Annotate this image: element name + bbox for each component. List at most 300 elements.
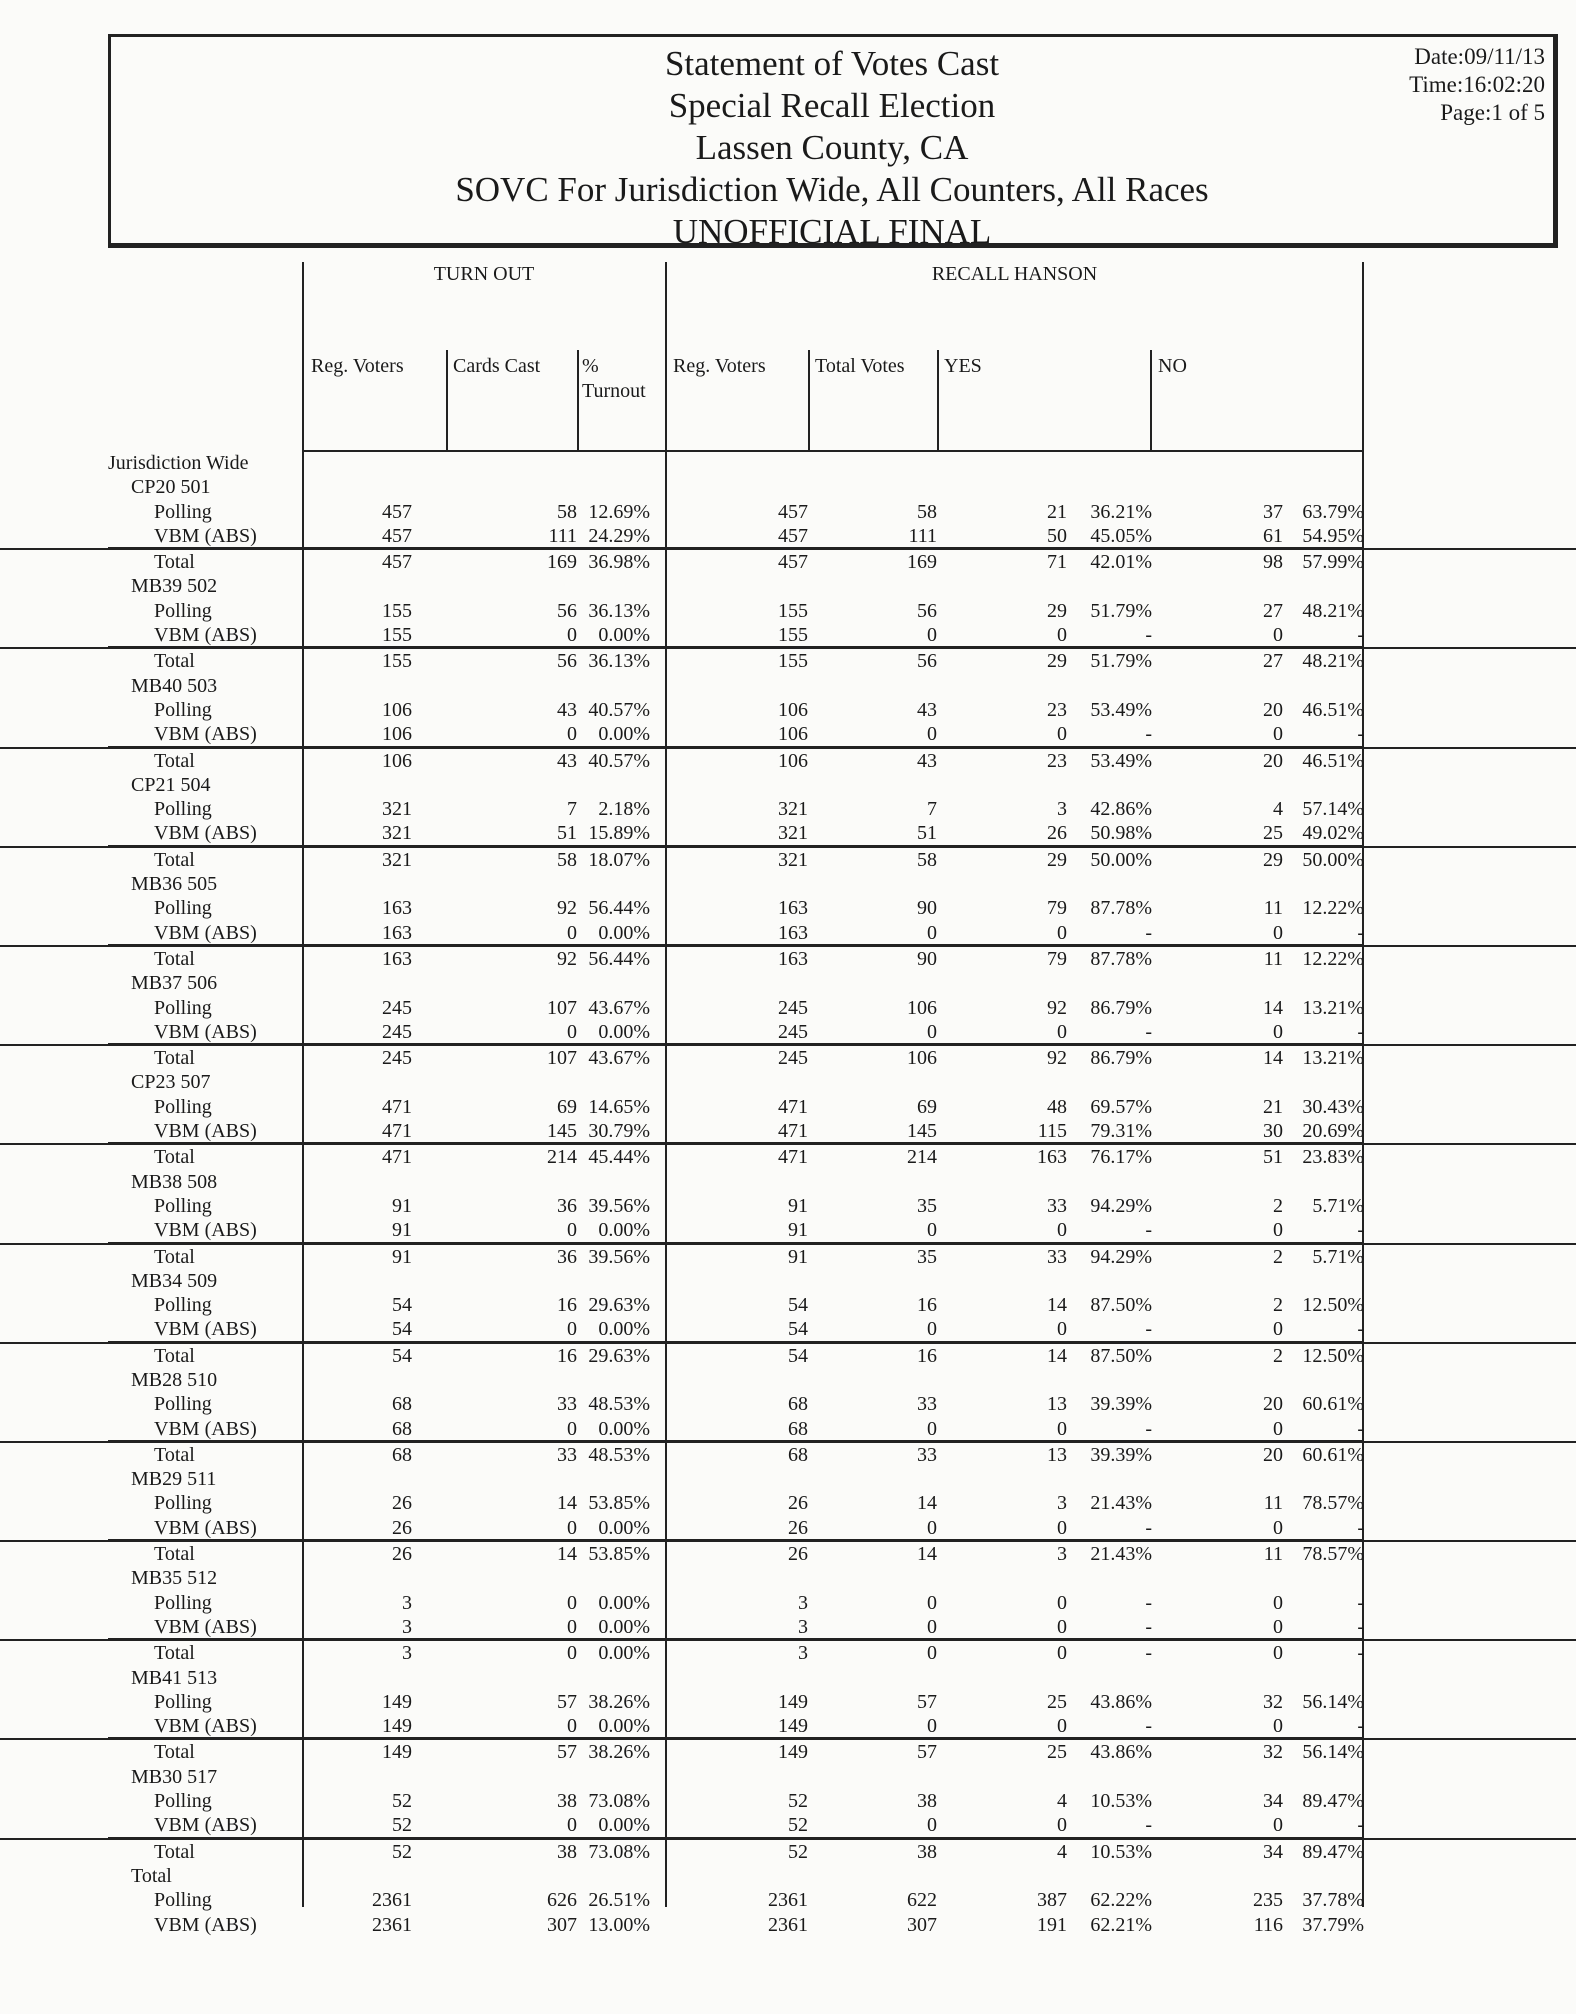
- table-cell: 18.07%: [588, 848, 650, 871]
- table-cell: 57.99%: [1302, 551, 1364, 574]
- table-cell: 68: [788, 1417, 808, 1440]
- table-cell: 43: [557, 749, 577, 772]
- table-cell: 51.79%: [1090, 599, 1152, 622]
- table-cell: 27: [1263, 650, 1283, 673]
- total-row: [0, 1342, 1576, 1368]
- table-cell: 13.00%: [588, 1913, 650, 1936]
- table-cell: 56.44%: [588, 947, 650, 970]
- table-cell: 0.00%: [598, 1020, 650, 1043]
- table-row: [0, 698, 1576, 722]
- table-cell: 2361: [768, 1889, 808, 1912]
- table-cell: 111: [908, 524, 937, 547]
- row-label: VBM (ABS): [154, 921, 257, 944]
- table-cell: 20: [1263, 749, 1283, 772]
- table-cell: 57: [917, 1741, 937, 1764]
- row-label: VBM (ABS): [154, 723, 257, 746]
- report-header: [108, 34, 1558, 251]
- table-cell: 106: [382, 698, 412, 721]
- table-cell: 10.53%: [1090, 1790, 1152, 1813]
- table-cell: 0: [1273, 1814, 1283, 1837]
- table-cell: 52: [392, 1814, 412, 1837]
- row-label: VBM (ABS): [154, 822, 257, 845]
- table-cell: 54: [392, 1294, 412, 1317]
- table-cell: 0: [1273, 1642, 1283, 1665]
- table-cell: 45.05%: [1090, 524, 1152, 547]
- row-label: Total: [154, 1443, 195, 1466]
- table-cell: 0: [1057, 1219, 1067, 1242]
- table-cell: 56: [557, 599, 577, 622]
- table-cell: 0: [1057, 1516, 1067, 1539]
- table-cell: 0: [567, 1591, 577, 1614]
- table-cell: 21: [1047, 500, 1067, 523]
- row-label: MB38 508: [131, 1170, 218, 1193]
- table-cell: 43: [557, 698, 577, 721]
- table-cell: 39.39%: [1090, 1443, 1152, 1466]
- table-cell: -: [1357, 1591, 1364, 1614]
- table-row: [0, 1714, 1576, 1738]
- table-cell: -: [1145, 1814, 1152, 1837]
- table-cell: 387: [1037, 1889, 1067, 1912]
- table-cell: 155: [778, 624, 808, 647]
- row-label: Jurisdiction Wide: [108, 452, 249, 474]
- table-cell: -: [1357, 1020, 1364, 1043]
- row-label: Total: [154, 1245, 195, 1268]
- table-cell: 0: [927, 1516, 937, 1539]
- table-cell: 29: [1263, 848, 1283, 871]
- table-cell: 38.26%: [588, 1741, 650, 1764]
- table-cell: 457: [778, 551, 808, 574]
- table-cell: 0.00%: [598, 1591, 650, 1614]
- table-row: [0, 500, 1576, 524]
- table-cell: 0: [927, 1615, 937, 1638]
- row-label: Polling: [154, 1690, 212, 1713]
- table-cell: 58: [917, 500, 937, 523]
- table-cell: 62.22%: [1090, 1889, 1152, 1912]
- table-cell: 106: [382, 723, 412, 746]
- row-label: VBM (ABS): [154, 1120, 257, 1143]
- table-cell: -: [1357, 1615, 1364, 1638]
- table-cell: 7: [567, 798, 577, 821]
- table-cell: 14: [557, 1543, 577, 1566]
- results-table: [0, 451, 1576, 1937]
- precinct-heading: [0, 1170, 1576, 1194]
- table-cell: 155: [382, 650, 412, 673]
- report-date: Date:09/11/13: [1414, 44, 1545, 69]
- table-cell: 155: [778, 650, 808, 673]
- table-cell: 91: [788, 1245, 808, 1268]
- row-label: Total: [154, 1543, 195, 1566]
- table-cell: 79: [1047, 947, 1067, 970]
- row-label: MB40 503: [131, 674, 218, 697]
- table-cell: 245: [382, 1047, 412, 1070]
- table-cell: 68: [392, 1417, 412, 1440]
- table-cell: 42.86%: [1090, 798, 1152, 821]
- table-cell: 245: [382, 1020, 412, 1043]
- table-cell: 321: [382, 848, 412, 871]
- row-label: MB29 511: [131, 1468, 217, 1491]
- total-row: [0, 747, 1576, 773]
- table-cell: 163: [382, 897, 412, 920]
- table-cell: 69: [917, 1095, 937, 1118]
- total-row: [0, 1738, 1576, 1764]
- table-cell: 73.08%: [588, 1790, 650, 1813]
- table-cell: 43.67%: [588, 1047, 650, 1070]
- table-cell: -: [1357, 1814, 1364, 1837]
- table-cell: 0.00%: [598, 1417, 650, 1440]
- table-cell: 107: [547, 996, 577, 1019]
- table-cell: 50.98%: [1090, 822, 1152, 845]
- col-no: NO: [1158, 355, 1187, 377]
- precinct-heading: [0, 674, 1576, 698]
- row-label: Total: [154, 1642, 195, 1665]
- precinct-heading: [0, 971, 1576, 995]
- row-label: Polling: [154, 1294, 212, 1317]
- table-cell: 51: [1263, 1146, 1283, 1169]
- table-cell: -: [1145, 921, 1152, 944]
- table-cell: 0: [567, 921, 577, 944]
- table-cell: 307: [547, 1913, 577, 1936]
- table-cell: 54: [392, 1344, 412, 1367]
- table-cell: 92: [1047, 996, 1067, 1019]
- col-pct-symbol: %: [582, 355, 599, 377]
- table-cell: 0: [927, 1417, 937, 1440]
- table-cell: 2361: [768, 1913, 808, 1936]
- row-label: Total: [154, 749, 195, 772]
- table-cell: 56: [917, 599, 937, 622]
- table-cell: 51: [557, 822, 577, 845]
- table-row: [0, 722, 1576, 746]
- table-cell: 40.57%: [588, 698, 650, 721]
- table-cell: 26: [392, 1543, 412, 1566]
- table-cell: 50.00%: [1090, 848, 1152, 871]
- table-row: [0, 1690, 1576, 1714]
- table-cell: 33: [1047, 1245, 1067, 1268]
- table-cell: 62.21%: [1090, 1913, 1152, 1936]
- table-cell: 163: [1037, 1146, 1067, 1169]
- table-cell: 23.83%: [1302, 1146, 1364, 1169]
- table-cell: 235: [1253, 1889, 1283, 1912]
- table-cell: 43.86%: [1090, 1690, 1152, 1713]
- table-cell: 245: [778, 996, 808, 1019]
- table-cell: 106: [778, 698, 808, 721]
- table-cell: 626: [547, 1889, 577, 1912]
- table-cell: 58: [557, 500, 577, 523]
- table-cell: 13: [1047, 1393, 1067, 1416]
- table-cell: 149: [382, 1715, 412, 1738]
- table-cell: 3: [402, 1591, 412, 1614]
- table-cell: 58: [917, 848, 937, 871]
- row-label: MB28 510: [131, 1368, 218, 1391]
- table-cell: 10.53%: [1090, 1840, 1152, 1863]
- table-cell: 0: [567, 1219, 577, 1242]
- row-label: Total: [154, 551, 195, 574]
- table-cell: 37.79%: [1302, 1913, 1364, 1936]
- table-cell: 0.00%: [598, 1615, 650, 1638]
- table-cell: 0: [1273, 1318, 1283, 1341]
- col-yes: YES: [944, 355, 982, 377]
- table-cell: 0: [1273, 1219, 1283, 1242]
- table-cell: 0.00%: [598, 921, 650, 944]
- table-cell: 29: [1047, 599, 1067, 622]
- table-cell: 0.00%: [598, 1814, 650, 1837]
- table-cell: 14: [917, 1492, 937, 1515]
- table-cell: 33: [1047, 1194, 1067, 1217]
- table-cell: -: [1357, 1417, 1364, 1440]
- row-label: Total: [154, 947, 195, 970]
- table-cell: 36.13%: [588, 599, 650, 622]
- row-label: Polling: [154, 798, 212, 821]
- table-cell: 0: [1057, 1318, 1067, 1341]
- table-cell: 3: [402, 1615, 412, 1638]
- table-cell: 32: [1263, 1741, 1283, 1764]
- table-cell: -: [1357, 921, 1364, 944]
- table-cell: 2: [1273, 1245, 1283, 1268]
- table-cell: 90: [917, 947, 937, 970]
- table-cell: 14: [917, 1543, 937, 1566]
- table-cell: 30.43%: [1302, 1095, 1364, 1118]
- table-cell: 0: [1273, 723, 1283, 746]
- table-cell: 26: [392, 1516, 412, 1539]
- table-cell: 214: [547, 1146, 577, 1169]
- table-cell: 26.51%: [588, 1889, 650, 1912]
- table-cell: 163: [382, 921, 412, 944]
- total-row: [0, 1540, 1576, 1566]
- header-divider: [937, 350, 939, 450]
- table-row: [0, 896, 1576, 920]
- table-cell: 91: [392, 1219, 412, 1242]
- row-label: Total: [154, 1344, 195, 1367]
- table-cell: 149: [778, 1715, 808, 1738]
- table-cell: 145: [547, 1120, 577, 1143]
- table-cell: 34: [1263, 1840, 1283, 1863]
- table-cell: 457: [382, 500, 412, 523]
- table-cell: 471: [778, 1120, 808, 1143]
- table-cell: 71: [1047, 551, 1067, 574]
- table-cell: 0: [1057, 1417, 1067, 1440]
- table-cell: 14: [1047, 1294, 1067, 1317]
- table-cell: -: [1357, 1715, 1364, 1738]
- table-cell: 0.00%: [598, 1715, 650, 1738]
- table-cell: 33: [557, 1443, 577, 1466]
- col-total-votes: Total Votes: [815, 355, 905, 377]
- table-cell: 471: [382, 1146, 412, 1169]
- row-label: Total: [131, 1864, 172, 1887]
- table-cell: 0: [1057, 1814, 1067, 1837]
- table-cell: 457: [778, 524, 808, 547]
- table-cell: 5.71%: [1312, 1194, 1364, 1217]
- table-cell: 16: [917, 1344, 937, 1367]
- table-cell: 245: [778, 1047, 808, 1070]
- table-cell: 69: [557, 1095, 577, 1118]
- table-cell: 21: [1263, 1095, 1283, 1118]
- table-cell: 33: [917, 1443, 937, 1466]
- row-label: Polling: [154, 599, 212, 622]
- row-label: Polling: [154, 698, 212, 721]
- total-row: [0, 1143, 1576, 1169]
- table-cell: 39.56%: [588, 1194, 650, 1217]
- title-line: Lassen County, CA: [695, 128, 969, 167]
- table-cell: 2: [1273, 1344, 1283, 1367]
- table-cell: 321: [778, 798, 808, 821]
- table-cell: 38: [917, 1790, 937, 1813]
- table-cell: 46.51%: [1302, 698, 1364, 721]
- table-cell: 4: [1273, 798, 1283, 821]
- table-row: [0, 1491, 1576, 1515]
- table-cell: 33: [917, 1393, 937, 1416]
- row-label: MB30 517: [131, 1765, 218, 1788]
- table-cell: 94.29%: [1090, 1194, 1152, 1217]
- table-cell: 191: [1037, 1913, 1067, 1936]
- table-cell: 245: [778, 1020, 808, 1043]
- row-label: VBM (ABS): [154, 1516, 257, 1539]
- table-cell: 39.56%: [588, 1245, 650, 1268]
- table-cell: 48: [1047, 1095, 1067, 1118]
- table-cell: 149: [778, 1741, 808, 1764]
- report-time: Time:16:02:20: [1409, 72, 1545, 97]
- table-cell: 163: [778, 897, 808, 920]
- total-row: [0, 548, 1576, 574]
- table-cell: 91: [788, 1219, 808, 1242]
- table-cell: 0: [567, 1516, 577, 1539]
- table-cell: 68: [392, 1443, 412, 1466]
- table-cell: 48.21%: [1302, 650, 1364, 673]
- row-label: Polling: [154, 996, 212, 1019]
- table-cell: 53.85%: [588, 1543, 650, 1566]
- table-cell: 32: [1263, 1690, 1283, 1713]
- table-cell: -: [1357, 1219, 1364, 1242]
- table-cell: 86.79%: [1090, 1047, 1152, 1070]
- row-label: VBM (ABS): [154, 1318, 257, 1341]
- table-cell: 4: [1057, 1790, 1067, 1813]
- table-cell: 35: [917, 1194, 937, 1217]
- table-cell: 321: [382, 822, 412, 845]
- table-cell: 2: [1273, 1194, 1283, 1217]
- table-cell: 37: [1263, 500, 1283, 523]
- table-cell: 0: [1273, 1516, 1283, 1539]
- precinct-heading: [0, 1269, 1576, 1293]
- table-row: [0, 1789, 1576, 1813]
- header-divider: [577, 350, 579, 450]
- title-line: Statement of Votes Cast: [664, 44, 1000, 83]
- row-label: VBM (ABS): [154, 524, 257, 547]
- row-label: Total: [154, 1840, 195, 1863]
- row-label: VBM (ABS): [154, 1219, 257, 1242]
- table-cell: 14: [557, 1492, 577, 1515]
- table-cell: 20: [1263, 1393, 1283, 1416]
- table-cell: 38.26%: [588, 1690, 650, 1713]
- table-cell: 58: [557, 848, 577, 871]
- table-cell: 169: [547, 551, 577, 574]
- table-cell: -: [1145, 1417, 1152, 1440]
- table-cell: 57: [917, 1690, 937, 1713]
- row-label: VBM (ABS): [154, 1020, 257, 1043]
- report-meta: [1409, 43, 1545, 127]
- table-cell: 26: [788, 1516, 808, 1539]
- table-cell: 0: [1273, 1615, 1283, 1638]
- row-label: Polling: [154, 1889, 212, 1912]
- table-cell: 0: [1273, 1591, 1283, 1614]
- table-cell: 3: [798, 1615, 808, 1638]
- table-cell: 106: [778, 749, 808, 772]
- table-cell: 0: [927, 1318, 937, 1341]
- precinct-heading: [0, 475, 1576, 499]
- table-cell: 30: [1263, 1120, 1283, 1143]
- table-cell: 46.51%: [1302, 749, 1364, 772]
- table-row: [0, 1194, 1576, 1218]
- table-cell: 163: [382, 947, 412, 970]
- header-divider: [446, 350, 448, 450]
- total-row: [0, 1441, 1576, 1467]
- table-row: [0, 921, 1576, 945]
- table-cell: 0: [1057, 1615, 1067, 1638]
- table-cell: 91: [788, 1194, 808, 1217]
- row-label: MB37 506: [131, 972, 218, 995]
- table-cell: 0: [1057, 1020, 1067, 1043]
- table-cell: 0: [567, 1814, 577, 1837]
- table-cell: -: [1145, 1318, 1152, 1341]
- table-cell: 48.53%: [588, 1443, 650, 1466]
- col-reg-voters: Reg. Voters: [311, 355, 404, 377]
- table-cell: 89.47%: [1302, 1840, 1364, 1863]
- table-cell: 54: [788, 1344, 808, 1367]
- precinct-heading: [0, 773, 1576, 797]
- row-label: Polling: [154, 1492, 212, 1515]
- group-turnout: TURN OUT: [433, 263, 535, 285]
- row-label: Polling: [154, 1790, 212, 1813]
- table-cell: 91: [392, 1194, 412, 1217]
- table-cell: -: [1145, 1642, 1152, 1665]
- table-cell: 0.00%: [598, 1642, 650, 1665]
- table-cell: 106: [907, 1047, 937, 1070]
- table-cell: 51: [917, 822, 937, 845]
- table-cell: 106: [778, 723, 808, 746]
- table-cell: 2361: [372, 1889, 412, 1912]
- table-cell: 0: [567, 624, 577, 647]
- table-cell: 111: [548, 524, 577, 547]
- total-row: [0, 1243, 1576, 1269]
- table-cell: 45.44%: [588, 1146, 650, 1169]
- table-cell: 0: [567, 1417, 577, 1440]
- table-cell: 2361: [372, 1913, 412, 1936]
- table-cell: 86.79%: [1090, 996, 1152, 1019]
- table-cell: 42.01%: [1090, 551, 1152, 574]
- precinct-heading: [0, 1666, 1576, 1690]
- table-cell: 90: [917, 897, 937, 920]
- table-cell: 53.49%: [1090, 698, 1152, 721]
- row-label: MB36 505: [131, 873, 218, 896]
- table-cell: 61: [1263, 524, 1283, 547]
- table-cell: 471: [778, 1146, 808, 1169]
- row-label: Polling: [154, 1591, 212, 1614]
- table-cell: 53.49%: [1090, 749, 1152, 772]
- table-cell: 0.00%: [598, 723, 650, 746]
- row-label: MB41 513: [131, 1666, 218, 1689]
- group-recall-hanson: RECALL HANSON: [931, 263, 1098, 285]
- table-cell: 0: [927, 1715, 937, 1738]
- table-cell: 94.29%: [1090, 1245, 1152, 1268]
- table-cell: 163: [778, 921, 808, 944]
- table-cell: 56.14%: [1302, 1690, 1364, 1713]
- table-cell: 87.50%: [1090, 1344, 1152, 1367]
- row-label: Total: [154, 1146, 195, 1169]
- table-cell: 25: [1047, 1741, 1067, 1764]
- table-cell: 13.21%: [1302, 996, 1364, 1019]
- table-cell: -: [1145, 723, 1152, 746]
- table-cell: 63.79%: [1302, 500, 1364, 523]
- table-cell: 38: [917, 1840, 937, 1863]
- table-row: [0, 1516, 1576, 1540]
- table-cell: 68: [788, 1443, 808, 1466]
